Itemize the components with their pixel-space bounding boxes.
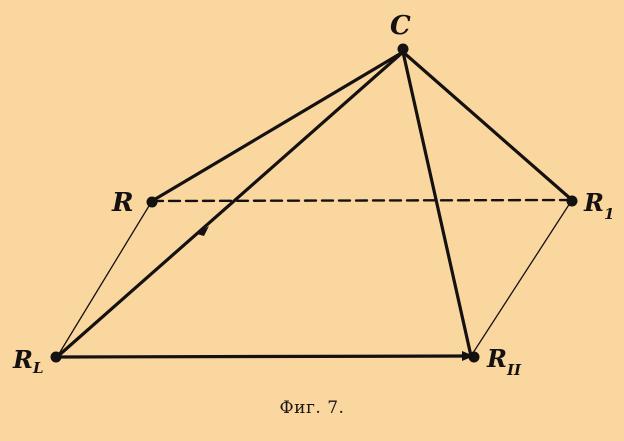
- figure-caption: Фиг. 7.: [279, 398, 345, 418]
- vertex-dot-r: [147, 197, 158, 208]
- vertex-dot-rl: [51, 352, 62, 363]
- edge-c-rii: [403, 52, 471, 356]
- edge-c-r: [152, 52, 403, 201]
- label-r1: $R_1$: [584, 188, 615, 223]
- edge-rii-r1: [471, 200, 572, 356]
- edge-c-r1: [403, 52, 572, 200]
- edge-rl-rii: [57, 356, 471, 357]
- vertex-dot-c: [398, 44, 409, 55]
- edge-r-rl: [57, 201, 152, 357]
- label-r: R: [112, 188, 134, 218]
- label-rii: $R_{II}$: [487, 344, 521, 379]
- edge-c-rl: [57, 52, 403, 357]
- edge-r-r1: [152, 200, 572, 201]
- vertex-dot-rii: [469, 352, 480, 363]
- label-rl: $R_L$: [13, 345, 44, 377]
- label-c: C: [390, 11, 411, 41]
- vertex-dot-r1: [567, 196, 578, 207]
